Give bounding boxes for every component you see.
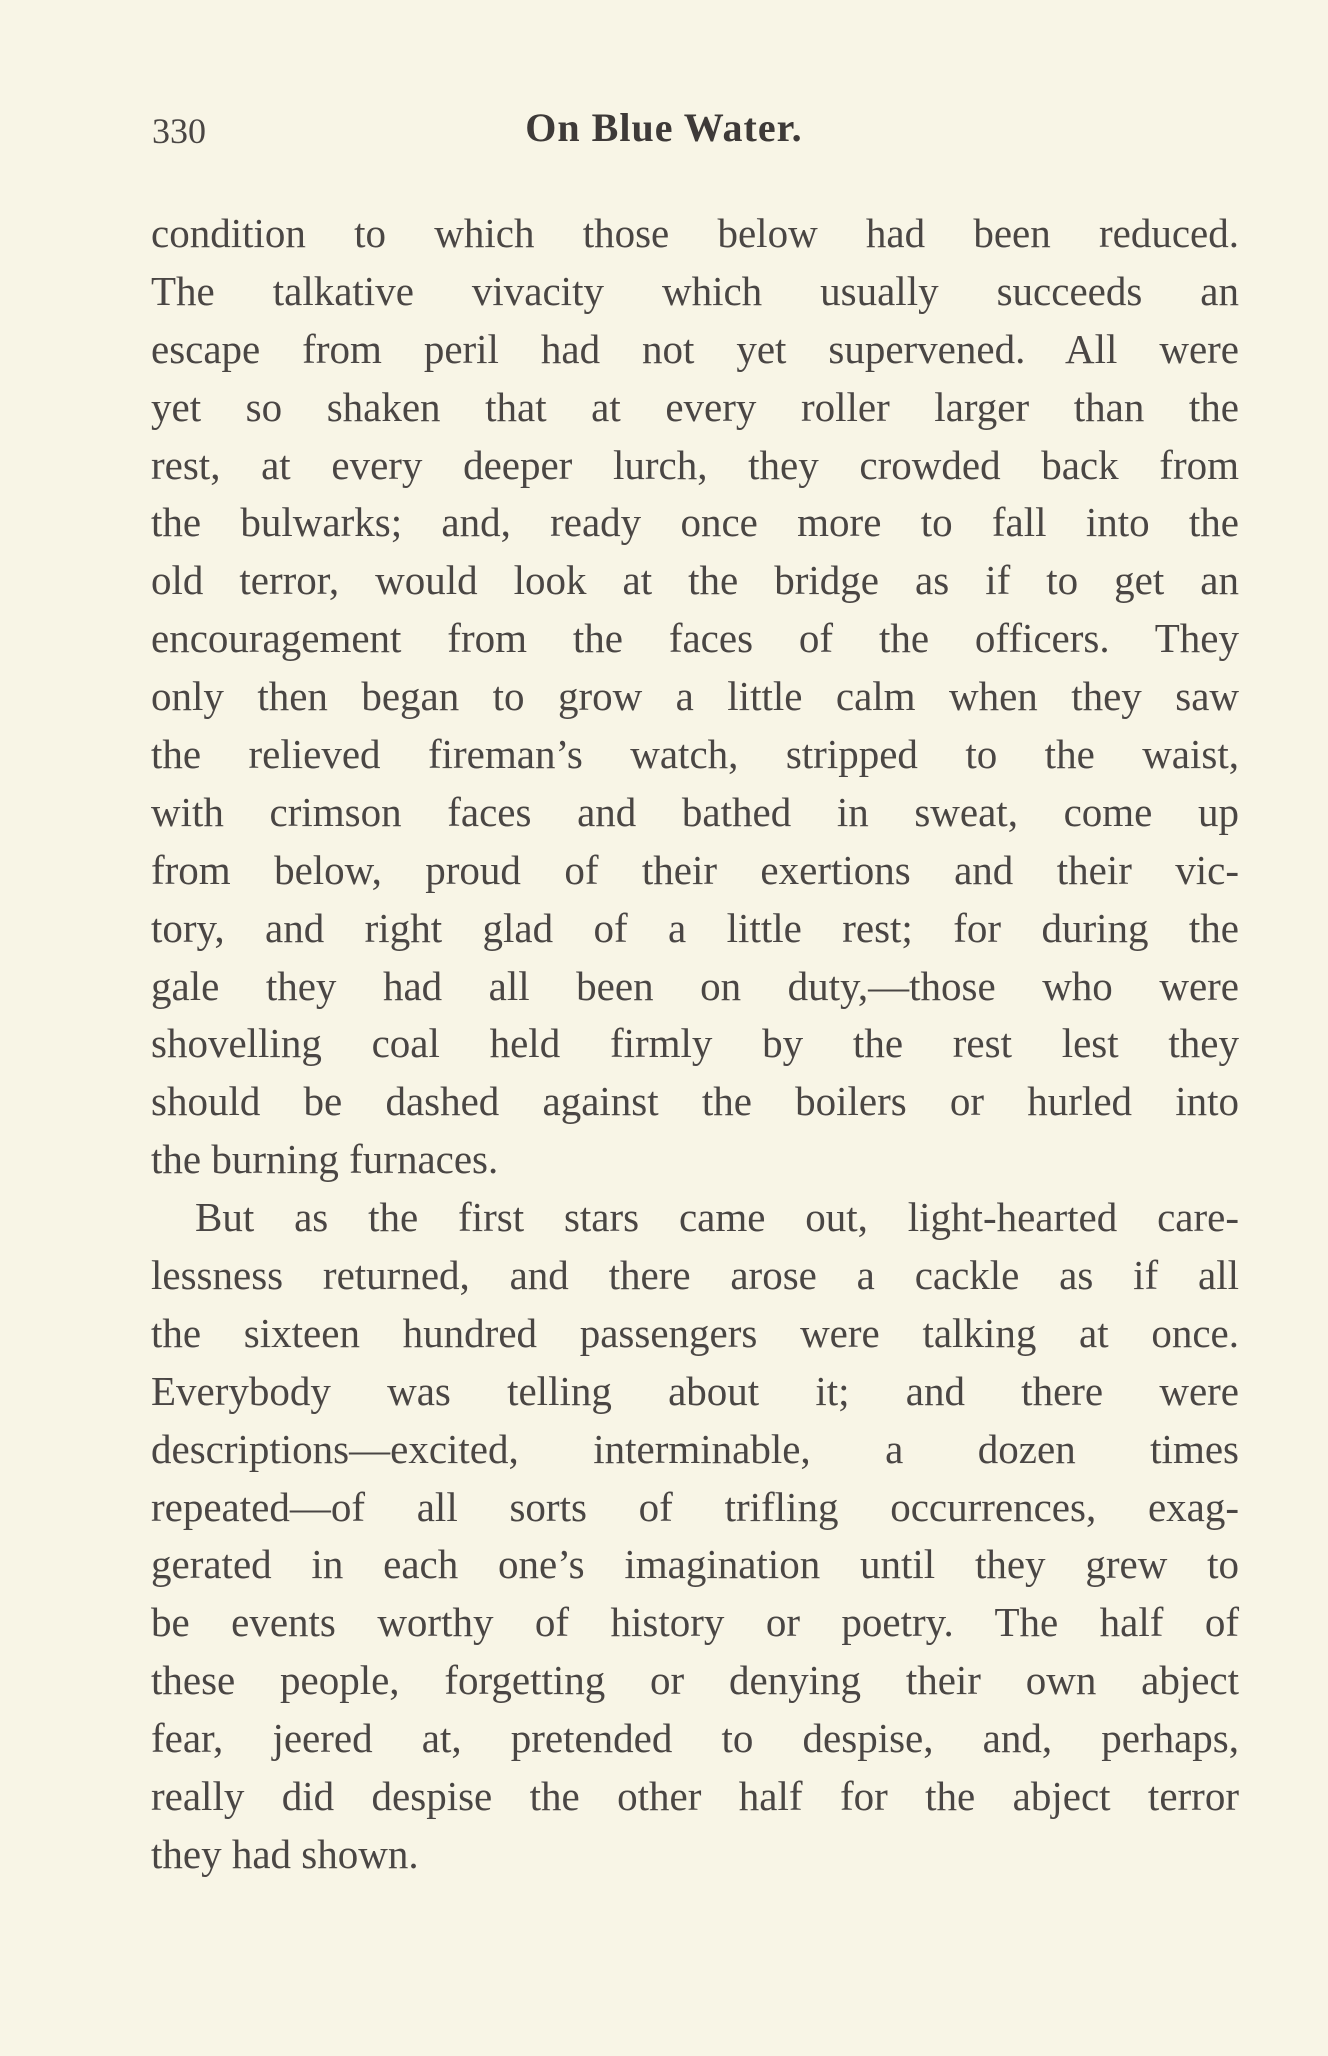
text-line: yet so shaken that at every roller larger than the: [151, 383, 1239, 430]
text-line: the sixteen hundred passengers were talking at once.: [151, 1309, 1239, 1356]
text-line: gale they had all been on duty,—those who were: [151, 962, 1239, 1009]
text-line: with crimson faces and bathed in sweat, come up: [151, 788, 1239, 835]
text-line: fear, jeered at, pretended to despise, and, perhaps,: [151, 1715, 1239, 1762]
text-line: escape from peril had not yet supervened. All were: [151, 325, 1239, 372]
text-line: these people, forgetting or denying their own abject: [151, 1657, 1239, 1704]
text-line: from below, proud of their exertions and their vic-: [151, 846, 1239, 893]
text-line: repeated—of all sorts of trifling occurrences, exag-: [151, 1483, 1239, 1530]
text-line: lessness returned, and there arose a cackle as if all: [151, 1252, 1239, 1299]
text-line: the bulwarks; and, ready once more to fall into the: [151, 499, 1239, 546]
text-line: the burning furnaces.: [151, 1136, 499, 1183]
text-line: gerated in each one’s imagination until they grew to: [151, 1541, 1239, 1588]
text-line: the relieved fireman’s watch, stripped to the waist,: [151, 731, 1239, 778]
text-line: old terror, would look at the bridge as if to get an: [151, 557, 1239, 604]
text-line: The talkative vivacity which usually succeeds an: [151, 267, 1239, 314]
text-line: only then began to grow a little calm when they saw: [151, 673, 1239, 720]
running-title: On Blue Water.: [525, 105, 803, 150]
text-line: they had shown.: [151, 1830, 419, 1877]
text-line: shovelling coal held firmly by the rest lest they: [151, 1020, 1239, 1067]
text-line: Everybody was telling about it; and there were: [151, 1367, 1239, 1414]
text-line: But as the first stars came out, light-hearted care-: [195, 1194, 1239, 1241]
page-number: 330: [152, 111, 206, 151]
body-text: [151, 205, 1239, 1884]
text-line: tory, and right glad of a little rest; for during the: [151, 904, 1239, 951]
text-line: descriptions—excited, interminable, a dozen times: [151, 1425, 1239, 1472]
text-line: be events worthy of history or poetry. The half of: [151, 1599, 1239, 1646]
text-line: encouragement from the faces of the officers. They: [151, 615, 1239, 662]
text-line: should be dashed against the boilers or hurled into: [151, 1078, 1239, 1125]
text-line: condition to which those below had been reduced.: [151, 210, 1239, 256]
text-line: really did despise the other half for the abject terror: [151, 1773, 1239, 1820]
text-line: rest, at every deeper lurch, they crowded back from: [151, 441, 1239, 488]
